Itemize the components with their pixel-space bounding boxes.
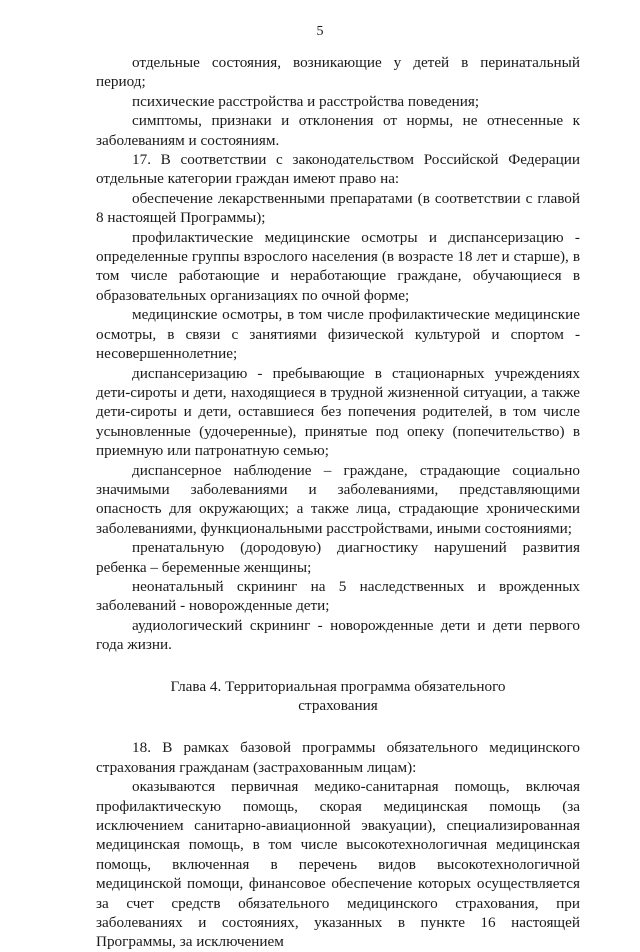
bottom-paragraphs (96, 738, 580, 951)
paragraph: диспансерное наблюдение – граждане, страдающие социально значимыми заболеваниями и заболеваниями, представляющими опасность для окружающих; а также лица, страдающие хроническими заболеваниями, функциональными расстройствами, иными состояниями; (96, 461, 580, 537)
paragraph: 17. В соответствии с законодательством Российской Федерации отдельные категории граждан имеют право на: (96, 151, 580, 188)
chapter-heading-line2: страхования (298, 697, 378, 714)
chapter-heading-line1: Глава 4. Территориальная программа обязательного (170, 677, 506, 695)
chapter-heading (96, 677, 580, 716)
paragraph: диспансеризацию - пребывающие в стационарных учреждениях дети-сироты и дети, находящиеся в трудной жизненной ситуации, а также дети-сироты и дети, оставшиеся без попечения родителей, в том числе усыновленные (удочеренные), принятые под опеку (попечительство) в приемную или патронатную семью; (96, 364, 580, 460)
paragraph: психические расстройства и расстройства поведения; (132, 92, 480, 110)
paragraph: отдельные состояния, возникающие у детей в перинатальный период; (96, 54, 580, 91)
paragraph: обеспечение лекарственными препаратами (в соответствии с главой 8 настоящей Программы); (96, 189, 580, 227)
paragraph: аудиологический скрининг - новорожденные дети и дети первого года жизни. (96, 616, 580, 654)
page-number: 5 (316, 24, 324, 39)
paragraph: медицинские осмотры, в том числе профилактические медицинские осмотры, в связи с занятиями физической культурой и спортом - несовершеннолетние; (96, 306, 580, 363)
paragraph: симптомы, признаки и отклонения от нормы, не отнесенные к заболеваниям и состояниям. (96, 112, 580, 149)
top-paragraphs (96, 53, 580, 655)
paragraph: профилактические медицинские осмотры и диспансеризацию - определенные группы взрослого населения (в возрасте 18 лет и старше), в том числе работающие и неработающие граждане, обучающиеся в образовательных организациях по очной форме; (96, 228, 580, 304)
paragraph: 18. В рамках базовой программы обязательного медицинского страхования гражданам (застрахованным лицам): (96, 739, 580, 776)
paragraph: пренатальную (дородовую) диагностику нарушений развития ребенка – беременные женщины; (96, 539, 580, 576)
paragraph: неонатальный скрининг на 5 наследственных и врожденных заболеваний - новорожденные дети; (96, 577, 580, 615)
page-content (96, 53, 580, 952)
paragraph: оказываются первичная медико-санитарная помощь, включая профилактическую помощь, скорая медицинская помощь (за исключением санитарно-авиационной эвакуации), специализированная медицинская помощь, в том числе высокотехнологичная медицинская помощь, включенная в перечень видов высокотехнологичной медицинской помощи, финансовое обеспечение которых осуществляется за счет средств обязательного медицинского страхования, при заболеваниях и состояниях, указанных в пункте 16 настоящей Программы, за исключением (96, 778, 580, 951)
